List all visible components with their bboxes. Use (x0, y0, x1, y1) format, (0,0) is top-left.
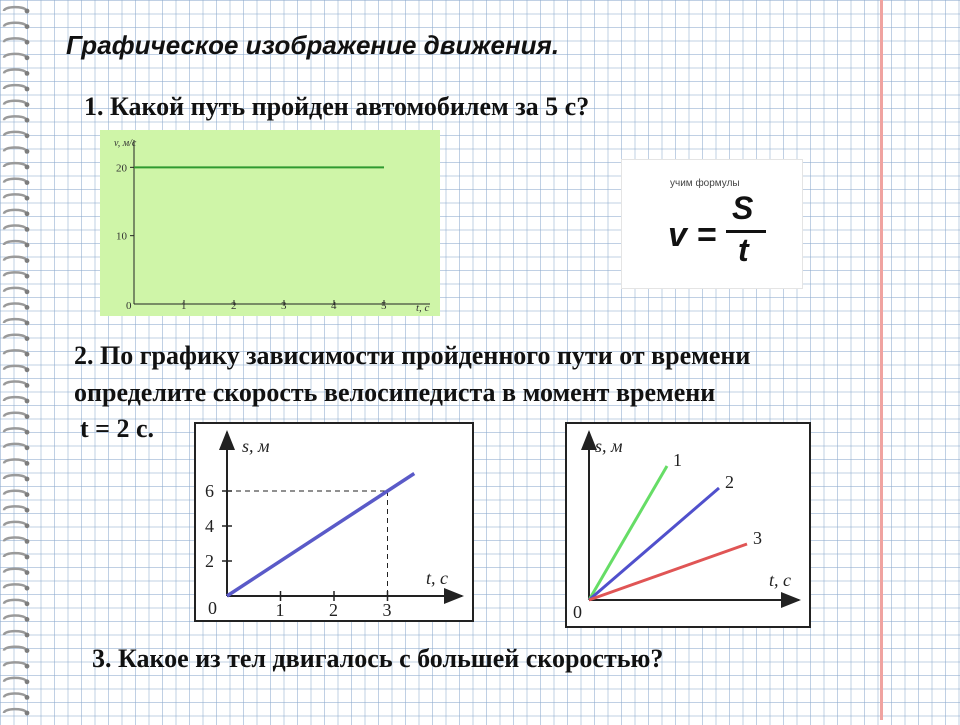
spiral-hole (25, 414, 30, 419)
spiral-rings (0, 0, 40, 720)
page-title: Графическое изображение движения. (66, 30, 560, 60)
spiral-hole (25, 165, 30, 170)
spiral-ring (4, 272, 26, 276)
spiral-hole (25, 492, 30, 497)
spiral-ring (4, 7, 26, 11)
spiral-ring (4, 85, 26, 89)
spiral-ring (4, 101, 26, 105)
spiral-hole (25, 305, 30, 310)
origin-label: 0 (126, 300, 132, 312)
spiral-hole (25, 477, 30, 482)
spiral-hole (25, 289, 30, 294)
x-tick-label: 1 (275, 600, 285, 620)
spiral-hole (25, 430, 30, 435)
spiral-hole (25, 399, 30, 404)
spiral-ring (4, 319, 26, 323)
x-tick-label: 3 (281, 300, 287, 312)
spiral-ring (4, 569, 26, 573)
y-tick-label: 2 (205, 551, 214, 571)
spiral-hole (25, 102, 30, 107)
spiral-hole (25, 274, 30, 279)
x-tick-label: 2 (231, 300, 237, 312)
velocity-time-chart (100, 130, 440, 316)
distance-time-chart-svg (196, 424, 472, 620)
comparison-chart-svg (567, 424, 809, 626)
spiral-ring (4, 288, 26, 292)
x-tick-label: 2 (329, 600, 338, 620)
spiral-hole (25, 679, 30, 684)
spiral-hole (25, 711, 30, 716)
spiral-ring (4, 553, 26, 557)
spiral-hole (25, 617, 30, 622)
comparison-chart (565, 422, 811, 628)
spiral-hole (25, 695, 30, 700)
spiral-ring (4, 210, 26, 214)
origin-label: 0 (208, 598, 217, 618)
spiral-ring (4, 460, 26, 464)
formula-lhs: v = (668, 216, 717, 254)
spiral-hole (25, 227, 30, 232)
spiral-ring (4, 179, 26, 183)
spiral-ring (4, 350, 26, 354)
question-2 (74, 337, 934, 411)
spiral-ring (4, 163, 26, 167)
spiral-ring (4, 709, 26, 713)
x-tick-label: 4 (331, 300, 337, 312)
spiral-ring (4, 132, 26, 136)
question-1: 1. Какой путь пройден автомобилем за 5 с? (84, 92, 590, 121)
series-line-1 (589, 466, 667, 600)
distance-series-line (227, 474, 414, 597)
y-axis-label: v, м/с (114, 138, 137, 149)
formula-numerator: S (732, 190, 754, 226)
series-label-2: 2 (725, 472, 734, 492)
spiral-hole (25, 133, 30, 138)
spiral-ring (4, 475, 26, 479)
spiral-hole (25, 586, 30, 591)
spiral-hole (25, 87, 30, 92)
spiral-ring (4, 23, 26, 27)
question-2-line-1: 2. По графику зависимости пройденного пути от времени (74, 341, 751, 370)
x-tick-label: 5 (381, 300, 387, 312)
y-tick-label: 20 (116, 162, 127, 175)
spiral-hole (25, 55, 30, 60)
question-2-time: t = 2 с. (80, 414, 155, 443)
spiral-hole (25, 539, 30, 544)
spiral-hole (25, 243, 30, 248)
spiral-ring (4, 226, 26, 230)
spiral-ring (4, 304, 26, 308)
spiral-ring (4, 522, 26, 526)
spiral-ring (4, 148, 26, 152)
spiral-hole (25, 180, 30, 185)
spiral-ring (4, 428, 26, 432)
formula-caption: учим формулы (670, 178, 740, 189)
spiral-hole (25, 523, 30, 528)
spiral-hole (25, 570, 30, 575)
spiral-ring (4, 491, 26, 495)
spiral-hole (25, 71, 30, 76)
spiral-ring (4, 678, 26, 682)
spiral-hole (25, 196, 30, 201)
y-axis-label: s, м (595, 436, 623, 456)
spiral-hole (25, 211, 30, 216)
spiral-hole (25, 40, 30, 45)
series-label-3: 3 (753, 528, 762, 548)
y-tick-label: 10 (116, 230, 127, 243)
spiral-ring (4, 647, 26, 651)
spiral-ring (4, 694, 26, 698)
spiral-ring (4, 444, 26, 448)
notebook-spiral (0, 0, 40, 720)
formula-card (622, 160, 802, 288)
spiral-ring (4, 506, 26, 510)
spiral-ring (4, 382, 26, 386)
spiral-hole (25, 321, 30, 326)
spiral-ring (4, 366, 26, 370)
spiral-ring (4, 413, 26, 417)
spiral-hole (25, 336, 30, 341)
spiral-hole (25, 367, 30, 372)
spiral-ring (4, 70, 26, 74)
x-tick-label: 1 (181, 300, 187, 312)
spiral-ring (4, 38, 26, 42)
x-tick-label: 3 (382, 600, 392, 620)
spiral-hole (25, 461, 30, 466)
spiral-hole (25, 664, 30, 669)
velocity-time-chart-svg (100, 130, 440, 316)
spiral-ring (4, 241, 26, 245)
spiral-ring (4, 616, 26, 620)
spiral-ring (4, 116, 26, 120)
spiral-ring (4, 600, 26, 604)
question-3: 3. Какое из тел двигалось с большей скоростью? (92, 644, 664, 673)
question-2-line-2: определите скорость велосипедиста в момент времени (74, 378, 716, 407)
origin-label: 0 (573, 602, 582, 622)
spiral-hole (25, 9, 30, 14)
spiral-hole (25, 508, 30, 513)
spiral-hole (25, 601, 30, 606)
spiral-ring (4, 662, 26, 666)
spiral-ring (4, 584, 26, 588)
x-axis-label: t, с (426, 568, 448, 588)
spiral-hole (25, 258, 30, 263)
distance-time-chart (194, 422, 474, 622)
spiral-hole (25, 633, 30, 638)
spiral-ring (4, 335, 26, 339)
series-line-3 (589, 544, 747, 600)
y-axis-label: s, м (242, 436, 270, 456)
spiral-hole (25, 445, 30, 450)
spiral-hole (25, 149, 30, 154)
spiral-ring (4, 397, 26, 401)
spiral-ring (4, 538, 26, 542)
formula-denominator: t (738, 232, 749, 268)
y-tick-label: 4 (205, 516, 214, 536)
spiral-hole (25, 118, 30, 123)
series-line-2 (589, 488, 719, 600)
spiral-hole (25, 352, 30, 357)
spiral-ring (4, 631, 26, 635)
x-axis-label: t, с (416, 302, 430, 314)
spiral-hole (25, 555, 30, 560)
spiral-hole (25, 24, 30, 29)
y-tick-label: 6 (205, 481, 214, 501)
spiral-hole (25, 648, 30, 653)
spiral-hole (25, 383, 30, 388)
spiral-ring (4, 257, 26, 261)
x-axis-label: t, с (769, 570, 791, 590)
series-label-1: 1 (673, 450, 682, 470)
spiral-ring (4, 54, 26, 58)
spiral-ring (4, 194, 26, 198)
